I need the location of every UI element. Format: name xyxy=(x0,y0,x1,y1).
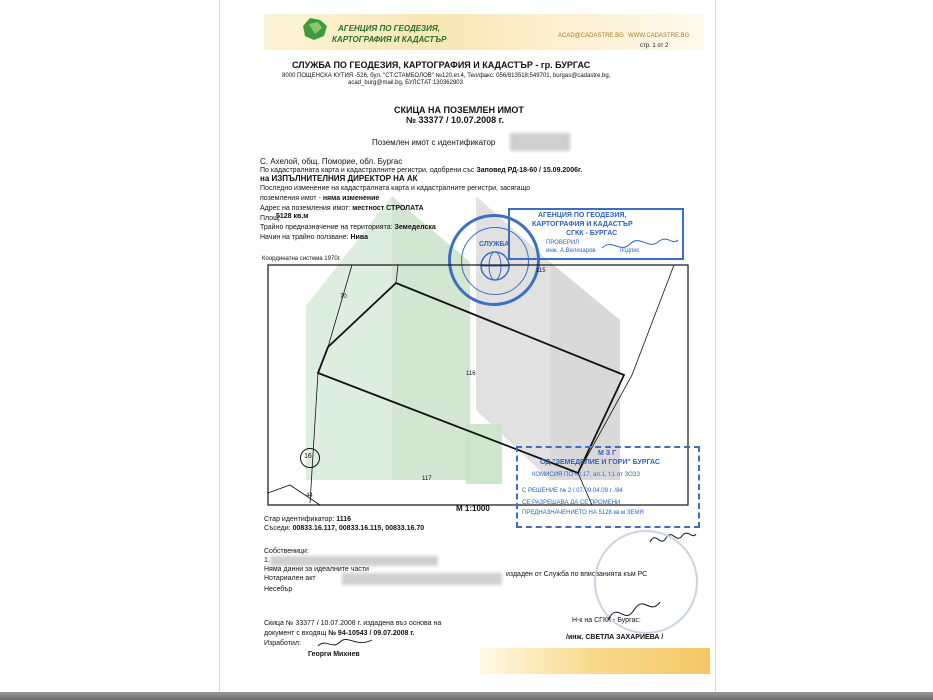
prepared-name: Георги Михнев xyxy=(308,651,360,658)
parcel-circle-label: 16 xyxy=(304,453,312,460)
header-email: ACAD@CADASTRE.BG xyxy=(558,33,624,39)
agency-stamp-signature: подпис xyxy=(620,248,640,254)
town: Несебър xyxy=(264,586,293,593)
agency-stamp-name: инж. А.Велизаров xyxy=(546,248,596,254)
agency-stamp-line3: СГКК - БУРГАС xyxy=(566,230,618,237)
prepared-signature xyxy=(316,636,376,652)
doc-title: СКИЦА НА ПОЗЕМЛЕН ИМОТ xyxy=(394,105,524,115)
office-address-2: acad_burg@mail.bg, БУЛСТАТ:130362903 xyxy=(348,80,463,86)
document-page xyxy=(219,0,716,692)
area-value: 5128 кв.м xyxy=(276,213,309,220)
engineer: /инж. СВЕТЛА ЗАХАРИЕВА / xyxy=(566,634,664,641)
address: Адрес на поземления имот: местност СТРОЛАТА xyxy=(260,205,424,212)
parcel-117: 117 xyxy=(422,476,432,482)
agency-logo xyxy=(300,14,330,44)
owners-label: Собственици: xyxy=(264,548,309,555)
mzg-line5: СЕ РАЗРЕШАВА ДА СЕ ПРОМЕНИ xyxy=(522,500,621,506)
issued-by: издаден от Служба по вписванията към РС xyxy=(506,571,648,578)
office-address-1: 8000 ПОЩЕНСКА КУТИЯ -526, бул. "СТ.СТАМБОЛОВ" №120,ет.4, Тел/факс: 056/813518;549701, burgas@cadastre.bg, xyxy=(282,73,611,79)
parcel-116: 116 xyxy=(466,371,476,377)
area: Площ: xyxy=(260,215,281,222)
viewer-bottom-bar xyxy=(0,692,933,700)
identifier-label: Поземлен имот с идентификатор xyxy=(372,138,496,147)
agency-line1: АГЕНЦИЯ ПО ГЕОДЕЗИЯ, xyxy=(338,24,440,33)
coord-system: Координатна система 1970г. xyxy=(262,256,341,262)
header-banner xyxy=(264,14,704,50)
page-indicator: стр. 1 от 2 xyxy=(640,43,669,49)
director: на ИЗПЪЛНИТЕЛНИЯ ДИРЕКТОР НА АК xyxy=(260,174,418,183)
agency-stamp-checked: ПРОВЕРИЛ xyxy=(546,240,580,246)
notary-redacted xyxy=(342,573,502,585)
prepared-label: Изработил: xyxy=(264,640,301,647)
usage: Начин на трайно ползване: Нива xyxy=(260,234,368,241)
round-stamp-center: СЛУЖБА xyxy=(479,241,510,248)
owner-redacted xyxy=(270,556,438,566)
parcel-115: 115 xyxy=(536,268,546,274)
parcel-circle xyxy=(300,448,320,468)
neighbours: Съседи: 00833.16.117, 00833.16.115, 00833.16.70 xyxy=(264,525,425,532)
head-signature xyxy=(604,598,664,628)
agency-stamp-signature-scribble xyxy=(600,236,680,256)
location: С. Ахелой, общ. Поморие, обл. Бургас xyxy=(260,157,403,166)
agency-stamp-line2: КАРТОГРАФИЯ И КАДАСТЪР xyxy=(532,221,633,228)
identifier-redacted xyxy=(510,133,570,151)
header-website: WWW.CADASTRE.BG xyxy=(628,33,690,39)
purpose: Трайно предназначение на територията: Земеделска xyxy=(260,224,436,231)
mzg-line4: С РЕШЕНИЕ № 2 / 07.09.04.09 г. /84 xyxy=(522,488,623,494)
footer-banner xyxy=(480,648,710,674)
no-data: Няма данни за идеалните части xyxy=(264,566,369,573)
old-id: Стар идентификатор: 1116 xyxy=(264,516,352,523)
head-label: Н-к на СГКК - Бургас: xyxy=(572,617,641,624)
mzg-line3: КОМИСИЯ ПО чл.17, ал.1, т.1 от ЗОЗЗ xyxy=(532,472,641,478)
mzg-line6: ПРЕДНАЗНАЧЕНИЕТО НА 5128 кв.м ЗЕМЯ xyxy=(522,510,644,516)
notary-label: Нотариален акт xyxy=(264,575,316,582)
agency-stamp-line1: АГЕНЦИЯ ПО ГЕОДЕЗИЯ, xyxy=(538,212,627,219)
mzg-line2: ОД "ЗЕМЕДЕЛИЕ И ГОРИ" БУРГАС xyxy=(540,459,660,466)
mzg-stamp xyxy=(516,446,700,528)
doc-incoming: документ с входящ № 94-10543 / 09.07.2008 г. xyxy=(264,630,415,637)
agency-line2: КАРТОГРАФИЯ И КАДАСТЪР xyxy=(332,35,447,44)
parcel-70: 70 xyxy=(340,294,347,300)
plan-scale: М 1:1000 xyxy=(456,504,490,513)
owner-prefix: 1. xyxy=(264,557,270,564)
last-change-1: Последно изменение на кадастралната карта и кадастралните регистри, засягащо xyxy=(260,185,531,192)
last-change-2: поземления имот - няма изменение xyxy=(260,195,380,202)
doc-number: № 33377 / 10.07.2008 г. xyxy=(406,115,504,125)
mzg-line1: М З Г xyxy=(598,450,617,457)
approved-line: По кадастралната карта и кадастралните регистри, одобрени със Заповед РД-18-60 / 15.09.2006г. xyxy=(260,167,583,174)
parcel-44: 44 xyxy=(306,493,313,499)
sketch-line1: Скица № 33377 / 10.07.2008 г. издадена въз основа на xyxy=(264,620,442,627)
office-title: СЛУЖБА ПО ГЕОДЕЗИЯ, КАРТОГРАФИЯ И КАДАСТЪР - гр. БУРГАС xyxy=(292,60,591,70)
